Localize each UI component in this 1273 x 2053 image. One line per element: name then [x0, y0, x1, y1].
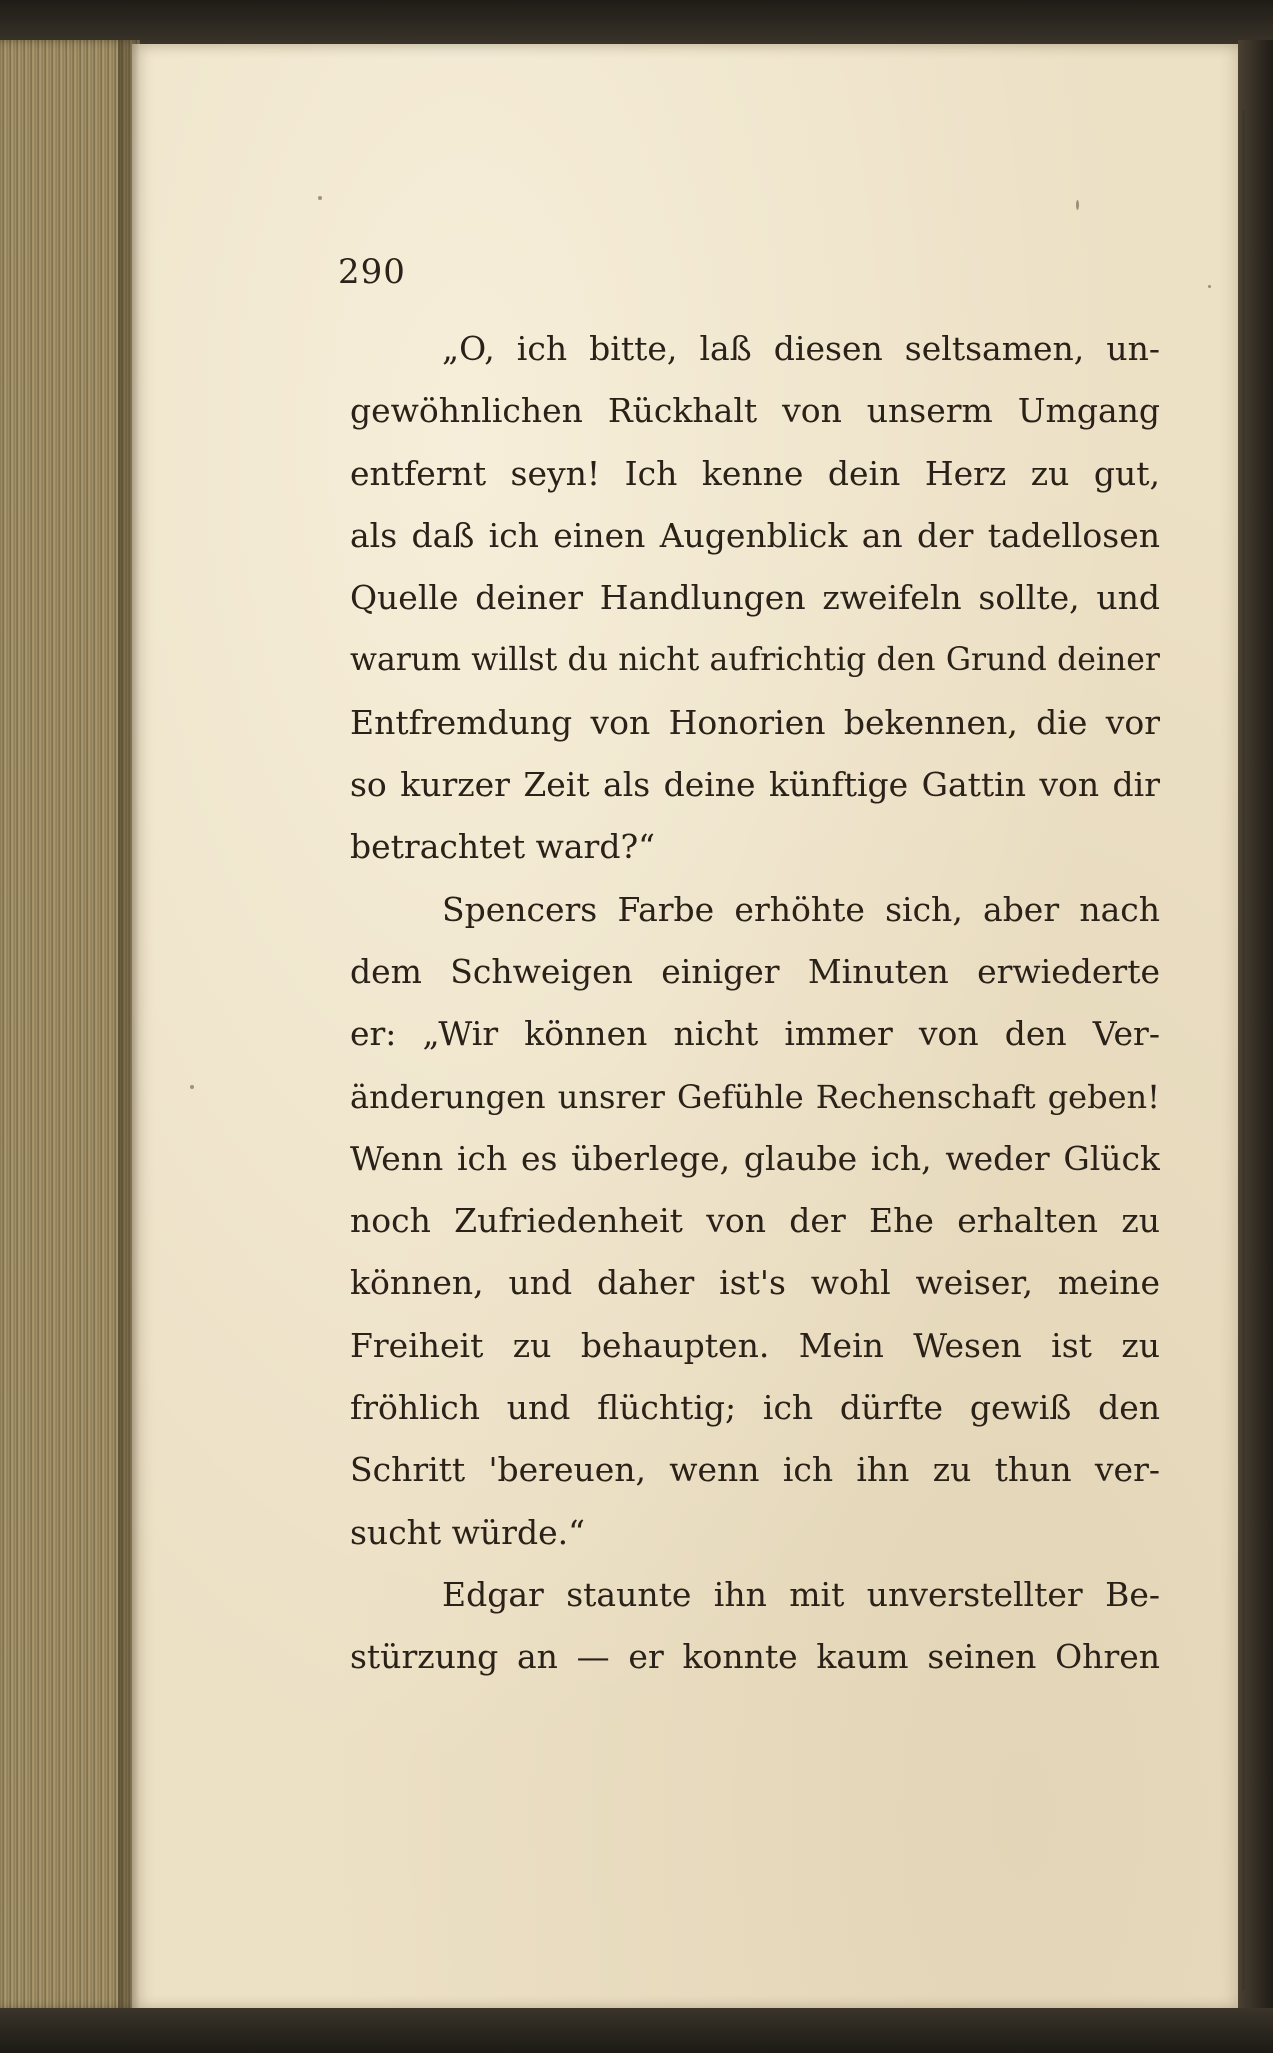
text-line: dem Schweigen einiger Minuten erwiederte — [350, 951, 1160, 991]
text-line: können, und daher ist's wohl weiser, meine — [350, 1263, 1160, 1303]
text-line: Freiheit zu behaupten. Mein Wesen ist zu — [350, 1325, 1160, 1365]
page-number: 290 — [338, 252, 406, 292]
gutter-shadow — [118, 40, 140, 2010]
text-line: Entfremdung von Honorien bekennen, die vor — [350, 702, 1160, 742]
text-line: als daß ich einen Augenblick an der tadellosen — [350, 515, 1160, 555]
text-line: „O, ich bitte, laß diesen seltsamen, un- — [442, 329, 1160, 368]
text-line: gewöhnlichen Rückhalt von unserm Umgang — [350, 391, 1160, 431]
paper-speck — [190, 1085, 194, 1089]
text-line: fröhlich und flüchtig; ich dürfte gewiß den — [350, 1388, 1160, 1428]
text-line: Edgar staunte ihn mit unverstellter Be- — [442, 1574, 1160, 1614]
text-line: Spencers Farbe erhöhte sich, aber nach — [442, 889, 1160, 929]
scan-top-edge — [0, 0, 1273, 46]
text-line: Quelle deiner Handlungen zweifeln sollte, und — [350, 578, 1160, 618]
text-line: sucht würde.“ — [350, 1512, 585, 1552]
paper-speck — [318, 196, 322, 200]
text-line: Schritt 'bereuen, wenn ich ihn zu thun ver- — [350, 1450, 1160, 1490]
text-line: er: „Wir können nicht immer von den Ver- — [350, 1014, 1160, 1054]
text-line: warum willst du nicht aufrichtig den Grund deiner — [350, 642, 1160, 679]
paper-speck — [1208, 285, 1211, 288]
scan-bottom-edge — [0, 2008, 1273, 2053]
body-text — [350, 318, 1160, 1689]
text-line: entfernt seyn! Ich kenne dein Herz zu gut, — [350, 453, 1160, 493]
text-line: änderungen unsrer Gefühle Rechenschaft geben! — [350, 1077, 1160, 1116]
paper-speck — [1076, 200, 1079, 210]
text-line: betrachtet ward?“ — [350, 827, 656, 867]
text-line: Wenn ich es überlege, glaube ich, weder Glück — [350, 1138, 1160, 1178]
text-line: noch Zufriedenheit von der Ehe erhalten zu — [350, 1201, 1160, 1241]
page-edge-line — [1242, 110, 1245, 1990]
text-line: stürzung an — er konnte kaum seinen Ohren — [350, 1637, 1160, 1677]
text-line: so kurzer Zeit als deine künftige Gattin von dir — [350, 765, 1160, 805]
